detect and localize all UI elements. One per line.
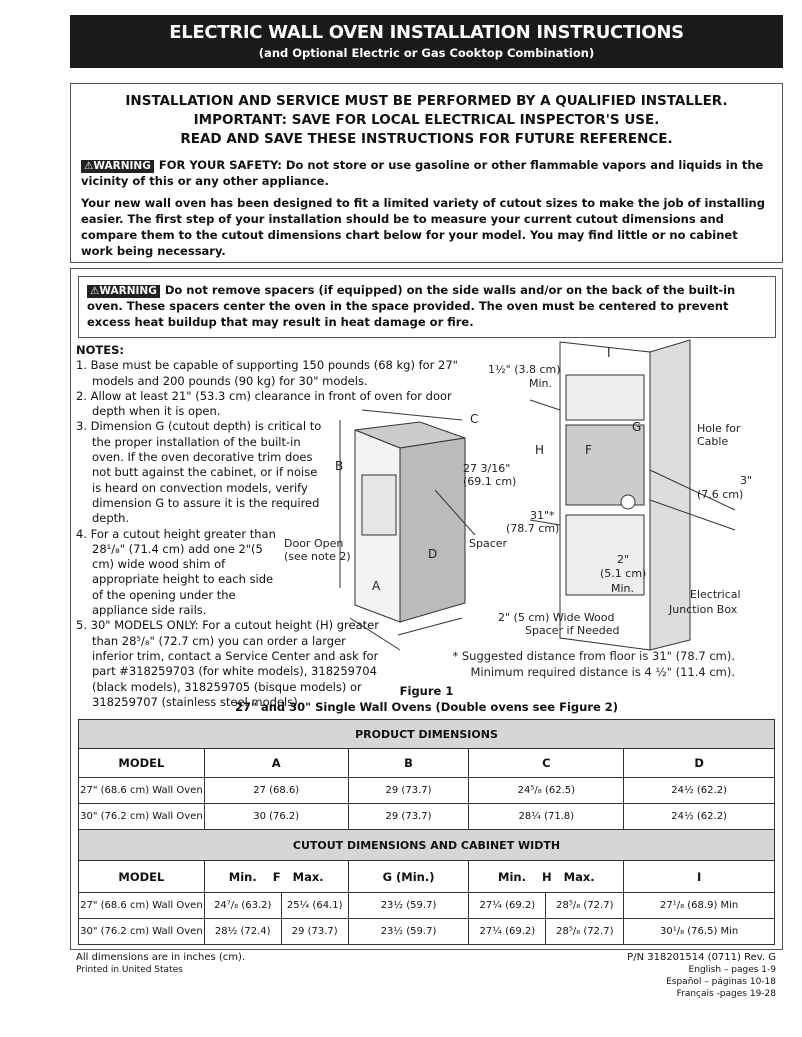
depth-cm-label: (69.1 cm) <box>463 475 517 488</box>
note-2: 2. Allow at least 21" (53.3 cm) clearance in front of oven for door depth when it is open. <box>76 388 452 419</box>
dim-d-label: D <box>428 547 438 561</box>
product-dimensions-title: PRODUCT DIMENSIONS <box>79 720 775 749</box>
table-row <box>79 919 775 945</box>
spanish-pages: Español – páginas 10-18 <box>666 977 776 987</box>
footer <box>76 952 776 1000</box>
minimum-distance: Minimum required distance is 4 ½" (11.4 cm). <box>470 665 735 679</box>
note-4: 4. For a cutout height greater than 28¹/₈" (71.4 cm) add one 2"(5 cm) wide wood shim of appropriate height to each side of the opening under the appliance side rails. <box>76 526 276 618</box>
dim-c-label: C <box>470 412 479 426</box>
cell: 28¼ (71.8) <box>469 804 624 830</box>
three-inch-label: 3" <box>740 474 753 487</box>
junction-label-1: Electrical <box>690 588 741 601</box>
dimensions-note: All dimensions are in inches (cm). <box>76 952 246 963</box>
two-min-label: Min. <box>611 582 635 595</box>
dim-i-label: I <box>607 346 611 360</box>
document-title: ELECTRIC WALL OVEN INSTALLATION INSTRUCTIONS <box>169 22 684 43</box>
cell: 28⁵/₈ (72.7) <box>546 893 624 919</box>
table-row <box>79 893 775 919</box>
intro-line-3: READ AND SAVE THESE INSTRUCTIONS FOR FUTURE REFERENCE. <box>180 131 673 147</box>
cell: 24⁵/₈ (62.5) <box>469 778 624 804</box>
intro-line-1: INSTALLATION AND SERVICE MUST BE PERFORMED BY A QUALIFIED INSTALLER. <box>125 93 728 109</box>
header-b: B <box>348 749 469 778</box>
cell: 30" (76.2 cm) Wall Oven <box>79 919 205 945</box>
cell: 30 (76.2) <box>204 804 348 830</box>
notes-title: NOTES: <box>76 343 124 357</box>
product-header-row <box>79 749 775 778</box>
three-cm-label: (7.6 cm) <box>697 488 744 501</box>
note-3: 3. Dimension G (cutout depth) is critical to the proper installation of the built-in oven. If the oven decorative trim does not butt against the cabinet, or if noise is heard on convection models, verify dimension G to assure it is the required depth. <box>76 419 322 526</box>
dim-b-label: B <box>335 459 344 473</box>
document-subtitle: (and Optional Electric or Gas Cooktop Combination) <box>258 46 595 60</box>
safety-text: FOR YOUR SAFETY: Do not store or use gasoline or other flammable vapors and liquids in the vicinity of this or any other appliance. <box>81 158 764 188</box>
header-a: A <box>204 749 348 778</box>
top-clearance-label: 1½" (3.8 cm) <box>488 363 561 376</box>
header-i: I <box>624 861 775 893</box>
shim-label-2: Spacer if Needed <box>525 624 620 637</box>
dim-f-label: F <box>585 443 592 457</box>
hole-label: Hole for <box>697 422 741 435</box>
footer-right <box>627 952 776 1000</box>
header-model: MODEL <box>79 861 205 893</box>
cell: 27 (68.6) <box>204 778 348 804</box>
cell: 23½ (59.7) <box>348 919 469 945</box>
dimensions-table <box>78 719 775 945</box>
floor-cm-label: (78.7 cm) <box>506 522 560 535</box>
spacer-label: Spacer <box>469 537 508 550</box>
cell: 27¼ (69.2) <box>469 919 546 945</box>
header-h: Min. H Max. <box>469 861 624 893</box>
two-cm-label: (5.1 cm) <box>600 567 647 580</box>
cell: 28⁵/₈ (72.7) <box>546 919 624 945</box>
cell: 24⁷/₈ (63.2) <box>204 893 281 919</box>
shim-label-1: 2" (5 cm) Wide Wood <box>498 611 615 624</box>
cable-label: Cable <box>697 435 729 448</box>
figure-caption <box>70 683 783 715</box>
two-inch-label: 2" <box>617 553 630 566</box>
cell: 27¼ (69.2) <box>469 893 546 919</box>
header-model: MODEL <box>79 749 205 778</box>
figure-caption-text: 27" and 30" Single Wall Ovens (Double ovens see Figure 2) <box>234 700 619 714</box>
table-row <box>79 778 775 804</box>
note-5: 5. 30" MODELS ONLY: For a cutout height (H) greater than 28⁵/₈" (72.7 cm) you can order a larger inferior trim, contact a Service Center and ask for part #318259703 (for white models), 318259704 (black models), 318259705 (bisque models) or 318259707 (stainless steel models). <box>76 618 379 709</box>
oven-illustration <box>340 410 475 650</box>
intro-line-2: IMPORTANT: SAVE FOR LOCAL ELECTRICAL INSPECTOR'S USE. <box>193 112 660 128</box>
table-row <box>79 804 775 830</box>
cell: 24½ (62.2) <box>624 804 775 830</box>
see-note-label: (see note 2) <box>284 550 351 563</box>
cell: 25¼ (64.1) <box>281 893 348 919</box>
cell: 27" (68.6 cm) Wall Oven <box>79 778 205 804</box>
part-number: P/N 318201514 (0711) Rev. G <box>627 952 776 963</box>
footer-left <box>76 952 245 976</box>
cell: 29 (73.7) <box>348 778 469 804</box>
junction-label-2: Junction Box <box>669 603 738 616</box>
note-1: 1. Base must be capable of supporting 150 pounds (68 kg) for 27" models and 200 pounds (90 kg) for 30" models. <box>76 358 458 388</box>
figure-label: Figure 1 <box>399 684 454 698</box>
english-pages: English – pages 1-9 <box>688 965 776 975</box>
depth-label: 27 3/16" <box>463 462 511 475</box>
header-c: C <box>469 749 624 778</box>
cell: 28½ (72.4) <box>204 919 281 945</box>
dim-a-label: A <box>372 579 381 593</box>
cell: 27" (68.6 cm) Wall Oven <box>79 893 205 919</box>
cell: 30" (76.2 cm) Wall Oven <box>79 804 205 830</box>
printed-in: Printed in United States <box>76 965 183 975</box>
intro-paragraph: Your new wall oven has been designed to fit a limited variety of cutout sizes to make the job of installing easier. The first step of your installation should be to measure your current cutout dimensions and compare them to the cutout dimensions chart below for your model. You may find little or no cabinet work being necessary. <box>81 196 765 258</box>
door-open-label: Door Open <box>284 537 344 550</box>
suggested-distance: * Suggested distance from floor is 31" (78.7 cm). <box>452 649 735 663</box>
cell: 27¹/₈ (68.9) Min <box>624 893 775 919</box>
warning-badge: ⚠WARNING <box>87 285 160 298</box>
header-d: D <box>624 749 775 778</box>
cell: 23½ (59.7) <box>348 893 469 919</box>
top-clearance-min: Min. <box>529 377 553 390</box>
spacer-warning-text: Do not remove spacers (if equipped) on the side walls and/or on the back of the built-in oven. These spacers center the oven in the space provided. The oven must be centered to prevent excess heat buildup that may result in heat damage or fire. <box>87 283 736 329</box>
header-f: Min. F Max. <box>204 861 348 893</box>
cutout-dimensions-title: CUTOUT DIMENSIONS AND CABINET WIDTH <box>79 830 775 861</box>
suggested-distance-note <box>440 648 735 680</box>
warning-badge: ⚠WARNING <box>81 160 154 173</box>
header-g: G (Min.) <box>348 861 469 893</box>
cell: 30¹/₈ (76.5) Min <box>624 919 775 945</box>
cutout-header-row <box>79 861 775 893</box>
cell: 29 (73.7) <box>348 804 469 830</box>
floor-label: 31"* <box>530 509 555 522</box>
dim-g-label: G <box>632 420 642 434</box>
dim-h-label: H <box>535 443 545 457</box>
cell: 29 (73.7) <box>281 919 348 945</box>
french-pages: Français -pages 19-28 <box>676 989 776 999</box>
cell: 24½ (62.2) <box>624 778 775 804</box>
